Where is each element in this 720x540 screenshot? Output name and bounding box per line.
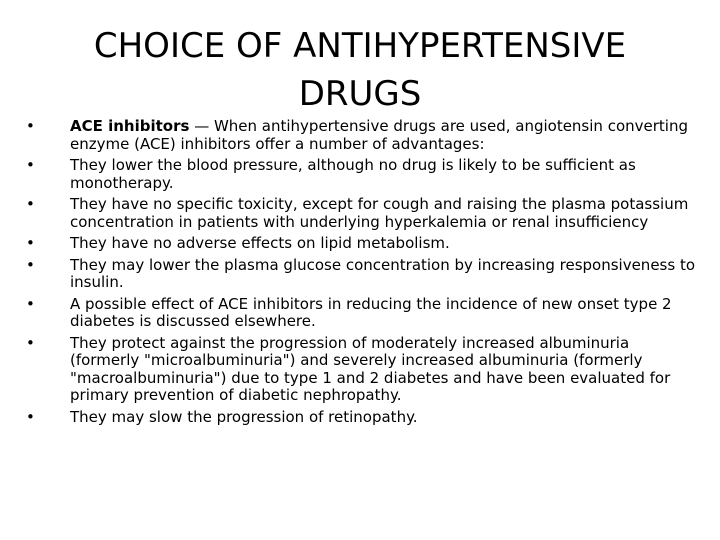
bullet-dot-icon: • <box>26 255 35 274</box>
bullet-text: — When antihypertensive drugs are used, angiotensin converting enzyme (ACE) inhibitors offer a number of advantages: <box>70 117 688 153</box>
bullet-item <box>26 235 698 253</box>
bullet-item <box>26 257 698 292</box>
bullet-item <box>26 196 698 231</box>
bullet-dot-icon: • <box>26 117 35 135</box>
bullet-dot-icon: • <box>26 407 35 426</box>
bullet-text: They may lower the plasma glucose concentration by increasing responsiveness to insulin. <box>70 255 695 291</box>
bullet-list <box>26 118 698 430</box>
bullet-item <box>26 296 698 331</box>
bullet-lead: ACE inhibitors <box>70 117 190 135</box>
bullet-item <box>26 335 698 405</box>
bullet-text: They protect against the progression of moderately increased albuminuria (formerly "microalbuminuria") and severely increased albuminuria (formerly "macroalbuminuria") due to type 1 and 2 diabetes and have been evaluated for primary prevention of diabetic nephropathy. <box>70 333 671 404</box>
bullet-text: A possible effect of ACE inhibitors in reducing the incidence of new onset type 2 diabetes is discussed elsewhere. <box>70 294 672 330</box>
bullet-dot-icon: • <box>26 294 35 313</box>
bullet-text: They lower the blood pressure, although no drug is likely to be sufficient as monotherapy. <box>70 156 636 192</box>
bullet-item <box>26 118 698 153</box>
slide-title: CHOICE OF ANTIHYPERTENSIVE DRUGS <box>93 26 627 114</box>
bullet-dot-icon: • <box>26 333 35 352</box>
bullet-text: They have no adverse effects on lipid metabolism. <box>70 234 450 252</box>
bullet-item <box>26 409 698 427</box>
bullet-text: They may slow the progression of retinopathy. <box>70 407 418 426</box>
bullet-dot-icon: • <box>26 195 35 213</box>
bullet-dot-icon: • <box>26 156 35 174</box>
bullet-text: They have no specific toxicity, except for cough and raising the plasma potassium concentration in patients with underlying hyperkalemia or renal insufficiency <box>70 195 689 231</box>
bullet-dot-icon: • <box>26 234 35 252</box>
bullet-item <box>26 157 698 192</box>
